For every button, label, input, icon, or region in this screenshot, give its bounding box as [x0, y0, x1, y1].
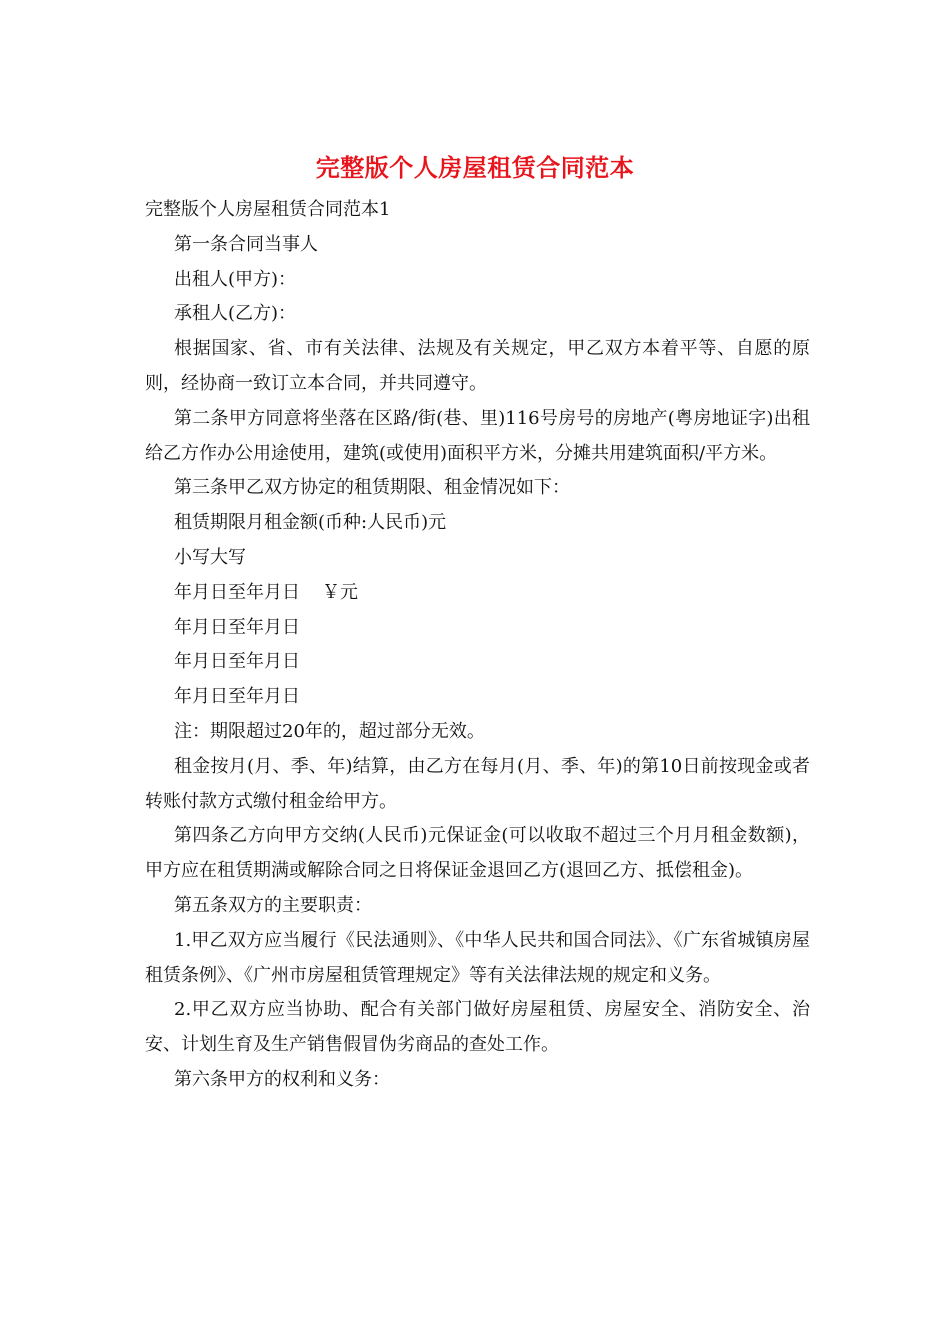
lessor-line: 出租人(甲方)：: [174, 268, 297, 290]
lessee-line: 承租人(乙方)：: [174, 303, 297, 325]
rent-payment-paragraph: 租金按月(月、季、年)结算，由乙方在每月(月、季、年)的第10日前按现金或者转账付款方式缴付租金给甲方。: [145, 755, 810, 812]
rent-table-header: 租赁期限月租金额(币种:人民币)元: [174, 512, 447, 534]
document-title: 完整版个人房屋租赁合同范本: [315, 153, 635, 182]
preamble-paragraph: 根据国家、省、市有关法律、法规及有关规定，甲乙双方本着平等、自愿的原则，经协商一致订立本合同，并共同遵守。: [145, 338, 810, 394]
clause-3-heading: 第三条甲乙双方协定的租赁期限、租金情况如下：: [174, 477, 570, 499]
clause-2-paragraph: 第二条甲方同意将坐落在区路/街(巷、里)116号房号的房地产(粤房地证字)出租给乙方作办公用途使用，建筑(或使用)面积平方米，分摊共用建筑面积/平方米。: [145, 407, 810, 464]
rent-period-row-3: 年月日至年月日: [174, 651, 300, 673]
rent-period-row-2: 年月日至年月日: [174, 616, 300, 638]
rent-period-row-1: [145, 576, 810, 611]
rent-period-dates: 年月日至年月日: [174, 581, 300, 603]
document-body: [145, 193, 810, 1098]
section-heading: 完整版个人房屋租赁合同范本1: [145, 199, 391, 220]
term-note: 注：期限超过20年的，超过部分无效。: [174, 720, 485, 742]
rent-period-row-4: 年月日至年月日: [174, 686, 300, 708]
clause-5-heading: 第五条双方的主要职责：: [174, 894, 372, 916]
clause-6-heading: 第六条甲方的权利和义务：: [174, 1068, 390, 1090]
clause-4-paragraph: 第四条乙方向甲方交纳(人民币)元保证金(可以收取不超过三个月月租金数额)，甲方应在租赁期满或解除合同之日将保证金退回乙方(退回乙方、抵偿租金)。: [145, 825, 810, 882]
clause-5-item-1: 1.甲乙双方应当履行《民法通则》、《中华人民共和国合同法》、《广东省城镇房屋租赁条例》、《广州市房屋租赁管理规定》等有关法律法规的规定和义务。: [145, 929, 810, 986]
rent-table-subheader: 小写大写: [174, 546, 246, 568]
clause-5-item-2: 2.甲乙双方应当协助、配合有关部门做好房屋租赁、房屋安全、消防安全、治安、计划生育及生产销售假冒伪劣商品的查处工作。: [145, 999, 810, 1056]
clause-1-heading: 第一条合同当事人: [174, 233, 318, 255]
rent-amount: ￥元: [322, 581, 358, 603]
